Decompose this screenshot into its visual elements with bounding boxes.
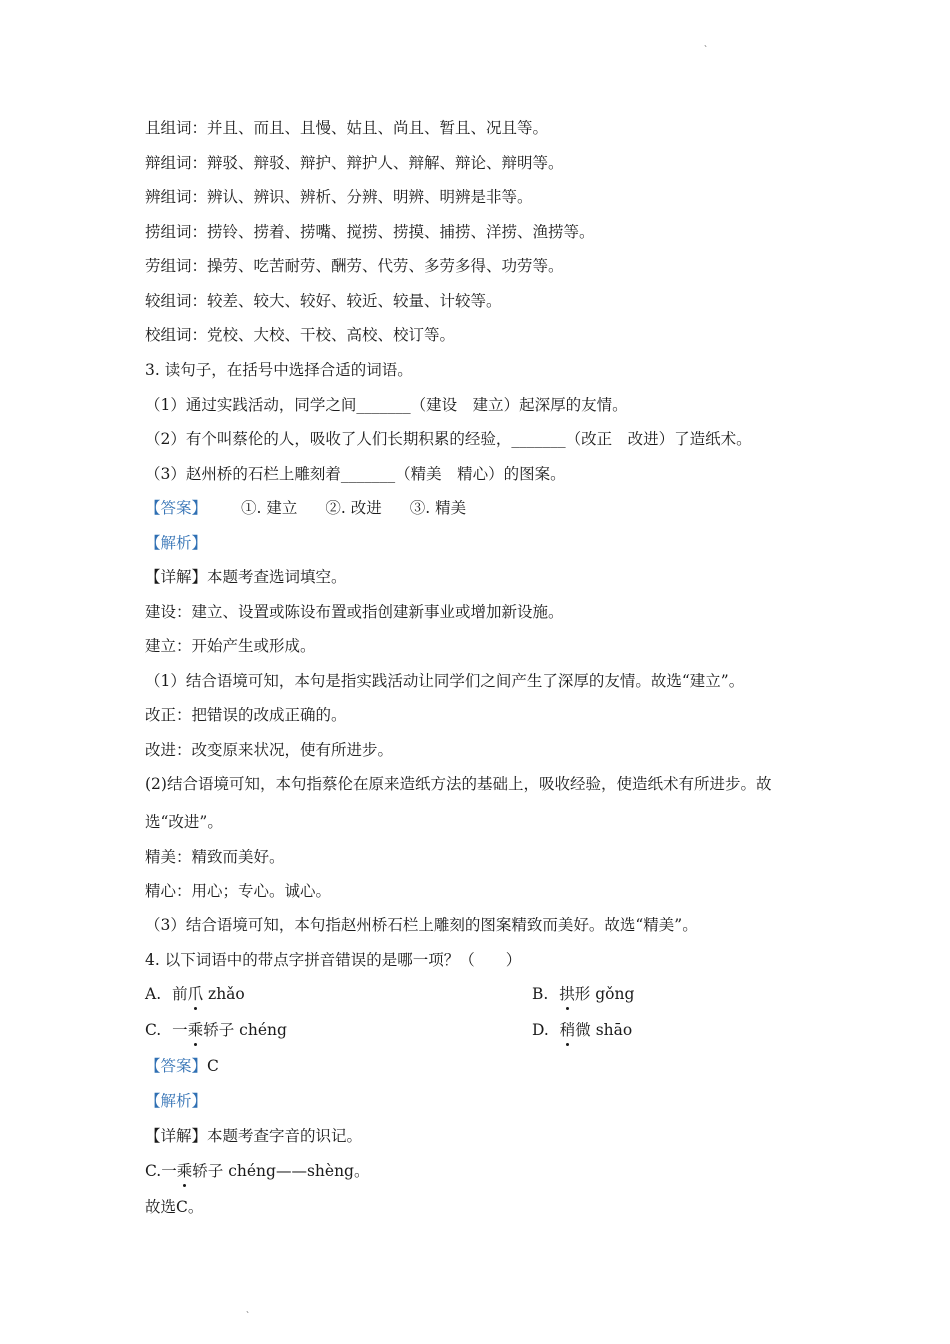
question-4-title: 4. 以下词语中的带点字拼音错误的是哪一项？（ ） — [145, 951, 522, 969]
question-3-analysis-tag: 【解析】 — [145, 534, 208, 552]
question-3-title: 3. 读句子，在括号中选择合适的词语。 — [145, 361, 413, 379]
explanation-item-1: （1）结合语境可知，本句是指实践活动让同学们之间产生了深厚的友情。故选“建立”。 — [145, 672, 745, 690]
option-letter: A. — [145, 985, 162, 1003]
option-text: 一 — [172, 1021, 188, 1039]
question-4-answer — [145, 1056, 219, 1076]
question-4-detail — [145, 1126, 362, 1146]
word-group-bian-debate: 辩组词：辩驳、辩驳、辩护、辩护人、辩解、辩论、辩明等。 — [145, 154, 564, 172]
question-4-conclusion: 故选C。 — [145, 1198, 204, 1216]
question-3-answer — [145, 498, 466, 518]
option-pinyin: gǒng — [595, 985, 635, 1003]
option-letter: B. — [532, 985, 549, 1003]
explanation-gaijin: 改进：改变原来状况，使有所进步。 — [145, 741, 394, 759]
explain-pinyin: chéng——shèng。 — [228, 1162, 370, 1180]
answer-tag: 【答案】 — [145, 1057, 208, 1075]
answer-1: ①. 建立 — [241, 499, 298, 517]
detail-intro: 本题考查选词填空。 — [207, 568, 347, 586]
question-3-detail — [145, 567, 347, 587]
explanation-jingxin: 精心：用心；专心。诚心。 — [145, 882, 332, 900]
option-text: 一 — [161, 1162, 177, 1180]
option-text: 前 — [172, 985, 188, 1003]
option-letter: C. — [145, 1162, 162, 1180]
answer-tag: 【答案】 — [145, 499, 208, 517]
question-3-item-3: （3）赵州桥的石栏上雕刻着_______（精美 精心）的图案。 — [145, 465, 566, 483]
option-text: 轿子 — [192, 1162, 224, 1180]
option-letter: D. — [532, 1021, 549, 1039]
detail-tag: 【详解】 — [145, 1127, 208, 1145]
explanation-gaizheng: 改正：把错误的改成正确的。 — [145, 706, 347, 724]
word-group-lao-fish: 捞组词：捞铃、捞着、捞嘴、搅捞、捞摸、捕捞、洋捞、渔捞等。 — [145, 223, 595, 241]
footer-mark: 、 — [246, 1305, 254, 1314]
dotted-char: 乘 — [176, 1162, 193, 1180]
dotted-char: 稍 — [559, 1021, 576, 1039]
detail-tag: 【详解】 — [145, 568, 208, 586]
explanation-jingmei: 精美：精致而美好。 — [145, 848, 285, 866]
explanation-jianli: 建立：开始产生或形成。 — [145, 637, 316, 655]
dotted-char: 拱 — [559, 985, 575, 1003]
header-mark: 、 — [704, 39, 712, 48]
dotted-char: 爪 — [187, 985, 204, 1003]
option-pinyin: zhǎo — [208, 985, 245, 1003]
question-3-item-1: （1）通过实践活动，同学之间_______（建设 建立）起深厚的友情。 — [145, 396, 628, 414]
word-group-bian-distinguish: 辨组词：辨认、辨识、辨析、分辨、明辨、明辨是非等。 — [145, 188, 533, 206]
option-letter: C. — [145, 1021, 162, 1039]
answer-3: ③. 精美 — [409, 499, 467, 517]
option-pinyin: chéng — [239, 1021, 287, 1039]
explanation-item-3: （3）结合语境可知，本句指赵州桥石栏上雕刻的图案精致而美好。故选“精美”。 — [145, 916, 698, 934]
option-c — [145, 1020, 287, 1040]
option-b — [532, 984, 634, 1004]
detail-intro: 本题考查字音的识记。 — [207, 1127, 363, 1145]
option-text: 微 — [575, 1021, 591, 1039]
option-text: 形 — [574, 985, 591, 1003]
option-pinyin: shāo — [595, 1021, 633, 1039]
word-group-jiao: 较组词：较差、较大、较好、较近、较量、计较等。 — [145, 292, 502, 310]
explanation-jianshe: 建设：建立、设置或陈设布置或指创建新事业或增加新设施。 — [145, 603, 564, 621]
option-d — [532, 1020, 632, 1040]
answer-2: ②. 改进 — [325, 499, 382, 517]
word-group-lao-labor: 劳组词：操劳、吃苦耐劳、酬劳、代劳、多劳多得、功劳等。 — [145, 257, 564, 275]
option-a — [145, 984, 245, 1004]
word-group-qie: 且组词：并且、而且、且慢、姑且、尚且、暂且、况且等。 — [145, 119, 549, 137]
explanation-item-2-cont: 选“改进”。 — [145, 813, 223, 831]
dotted-char: 乘 — [187, 1021, 204, 1039]
question-3-item-2: （2）有个叫蔡伦的人，吸收了人们长期积累的经验，_______（改正 改进）了造纸术。 — [145, 430, 752, 448]
explanation-item-2: (2)结合语境可知，本句指蔡伦在原来造纸方法的基础上，吸收经验，使造纸术有所进步。故 — [145, 775, 772, 793]
word-group-xiao: 校组词：党校、大校、干校、高校、校订等。 — [145, 326, 456, 344]
question-4-explain — [145, 1161, 369, 1181]
answer-value: C — [207, 1057, 219, 1075]
question-4-analysis-tag: 【解析】 — [145, 1092, 208, 1110]
option-text: 轿子 — [203, 1021, 235, 1039]
